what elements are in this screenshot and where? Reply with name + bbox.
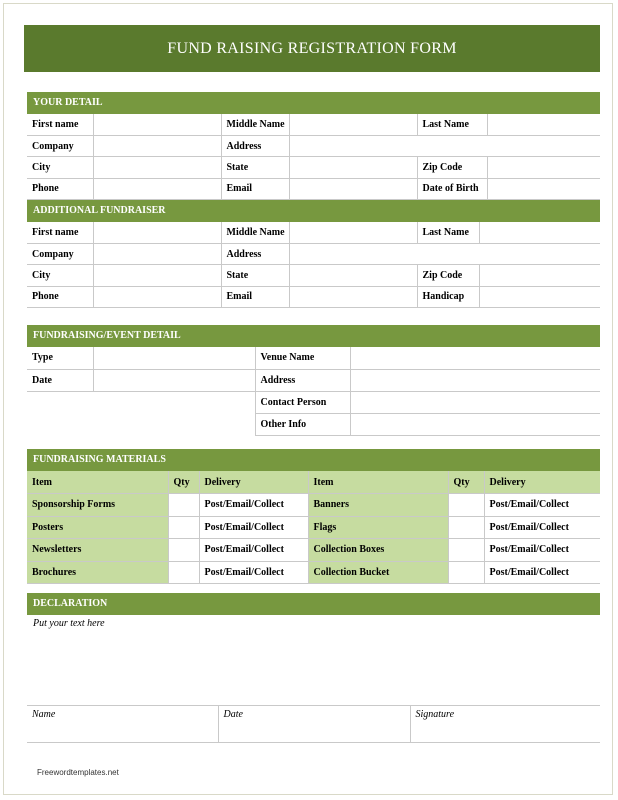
type-field[interactable] [93,347,255,369]
table-row [27,114,600,135]
footer-credit: Freewordtemplates.net [37,768,119,777]
date-of-birth-label: Date of Birth [417,178,487,199]
zip-code-label: Zip Code [417,265,479,286]
first-name-field[interactable] [93,222,221,243]
state-label: State [221,265,289,286]
column-header: Delivery [484,471,600,494]
event-detail-section [27,325,600,436]
signature-table [27,706,600,743]
phone-field[interactable] [93,178,221,199]
your-detail-section [27,92,600,308]
name-field[interactable]: Name [27,706,218,742]
empty-cell [27,391,255,413]
phone-label: Phone [27,178,93,199]
address-field[interactable] [289,135,600,156]
item-cell: Flags [308,516,448,539]
handicap-field[interactable] [479,286,600,307]
address-label: Address [221,243,289,264]
state-field[interactable] [289,265,417,286]
first-name-field[interactable] [93,114,221,135]
table-row [27,414,600,436]
middle-name-label: Middle Name [221,114,289,135]
item-cell: Brochures [27,561,168,584]
state-label: State [221,157,289,178]
phone-field[interactable] [93,286,221,307]
table-row [27,369,600,391]
declaration-text-area[interactable] [27,615,600,706]
last-name-field[interactable] [487,114,600,135]
date-field[interactable] [93,369,255,391]
zip-code-label: Zip Code [417,157,487,178]
email-label: Email [221,178,289,199]
address-label: Address [221,135,289,156]
venue-name-field[interactable] [350,347,600,369]
table-row [27,516,600,539]
middle-name-field[interactable] [289,114,417,135]
column-header: Item [27,471,168,494]
table-row [27,561,600,584]
materials-section [27,449,600,584]
company-field[interactable] [93,243,221,264]
qty-field[interactable] [448,539,484,562]
table-header-row [27,471,600,494]
date-field[interactable]: Date [218,706,410,742]
table-row [27,222,600,243]
email-field[interactable] [289,286,417,307]
table-row [27,539,600,562]
email-label: Email [221,286,289,307]
delivery-cell: Post/Email/Collect [199,539,308,562]
qty-field[interactable] [168,494,199,517]
address-field[interactable] [350,369,600,391]
declaration-heading: DECLARATION [27,593,600,615]
address-field[interactable] [289,243,600,264]
city-label: City [27,265,93,286]
item-cell: Posters [27,516,168,539]
signature-field[interactable]: Signature [410,706,600,742]
type-label: Type [27,347,93,369]
your-detail-table [27,114,600,200]
qty-field[interactable] [448,494,484,517]
city-label: City [27,157,93,178]
qty-field[interactable] [448,516,484,539]
delivery-cell: Post/Email/Collect [199,516,308,539]
company-label: Company [27,243,93,264]
email-field[interactable] [289,178,417,199]
phone-label: Phone [27,286,93,307]
materials-table [27,471,600,584]
state-field[interactable] [289,157,417,178]
other-info-label: Other Info [255,414,350,436]
item-cell: Newsletters [27,539,168,562]
first-name-label: First name [27,114,93,135]
zip-code-field[interactable] [487,157,600,178]
first-name-label: First name [27,222,93,243]
last-name-label: Last Name [417,114,487,135]
contact-person-field[interactable] [350,391,600,413]
table-row [27,391,600,413]
qty-field[interactable] [168,516,199,539]
venue-name-label: Venue Name [255,347,350,369]
column-header: Qty [168,471,199,494]
city-field[interactable] [93,265,221,286]
delivery-cell: Post/Email/Collect [484,516,600,539]
your-detail-heading: YOUR DETAIL [27,92,600,114]
zip-code-field[interactable] [479,265,600,286]
handicap-label: Handicap [417,286,479,307]
last-name-field[interactable] [479,222,600,243]
company-label: Company [27,135,93,156]
table-row [27,157,600,178]
address-label: Address [255,369,350,391]
form-title: FUND RAISING REGISTRATION FORM [24,25,600,72]
declaration-section [27,593,600,743]
date-of-birth-field[interactable] [487,178,600,199]
table-row [27,347,600,369]
table-row [27,494,600,517]
declaration-placeholder: Put your text here [33,618,105,629]
table-row [27,706,600,742]
column-header: Qty [448,471,484,494]
last-name-label: Last Name [417,222,479,243]
middle-name-field[interactable] [289,222,417,243]
date-label: Date [27,369,93,391]
item-cell: Collection Bucket [308,561,448,584]
qty-field[interactable] [448,561,484,584]
event-detail-heading: FUNDRAISING/EVENT DETAIL [27,325,600,347]
delivery-cell: Post/Email/Collect [484,561,600,584]
materials-heading: FUNDRAISING MATERIALS [27,449,600,471]
delivery-cell: Post/Email/Collect [199,561,308,584]
qty-field[interactable] [168,539,199,562]
additional-fundraiser-heading: ADDITIONAL FUNDRAISER [27,200,600,222]
column-header: Item [308,471,448,494]
qty-field[interactable] [168,561,199,584]
city-field[interactable] [93,157,221,178]
empty-cell [27,414,255,436]
item-cell: Collection Boxes [308,539,448,562]
delivery-cell: Post/Email/Collect [199,494,308,517]
table-row [27,243,600,264]
item-cell: Sponsorship Forms [27,494,168,517]
event-detail-table [27,347,600,436]
table-row [27,286,600,307]
middle-name-label: Middle Name [221,222,289,243]
company-field[interactable] [93,135,221,156]
item-cell: Banners [308,494,448,517]
table-row [27,178,600,199]
contact-person-label: Contact Person [255,391,350,413]
delivery-cell: Post/Email/Collect [484,539,600,562]
other-info-field[interactable] [350,414,600,436]
delivery-cell: Post/Email/Collect [484,494,600,517]
table-row [27,265,600,286]
table-row [27,135,600,156]
additional-fundraiser-table [27,222,600,308]
column-header: Delivery [199,471,308,494]
